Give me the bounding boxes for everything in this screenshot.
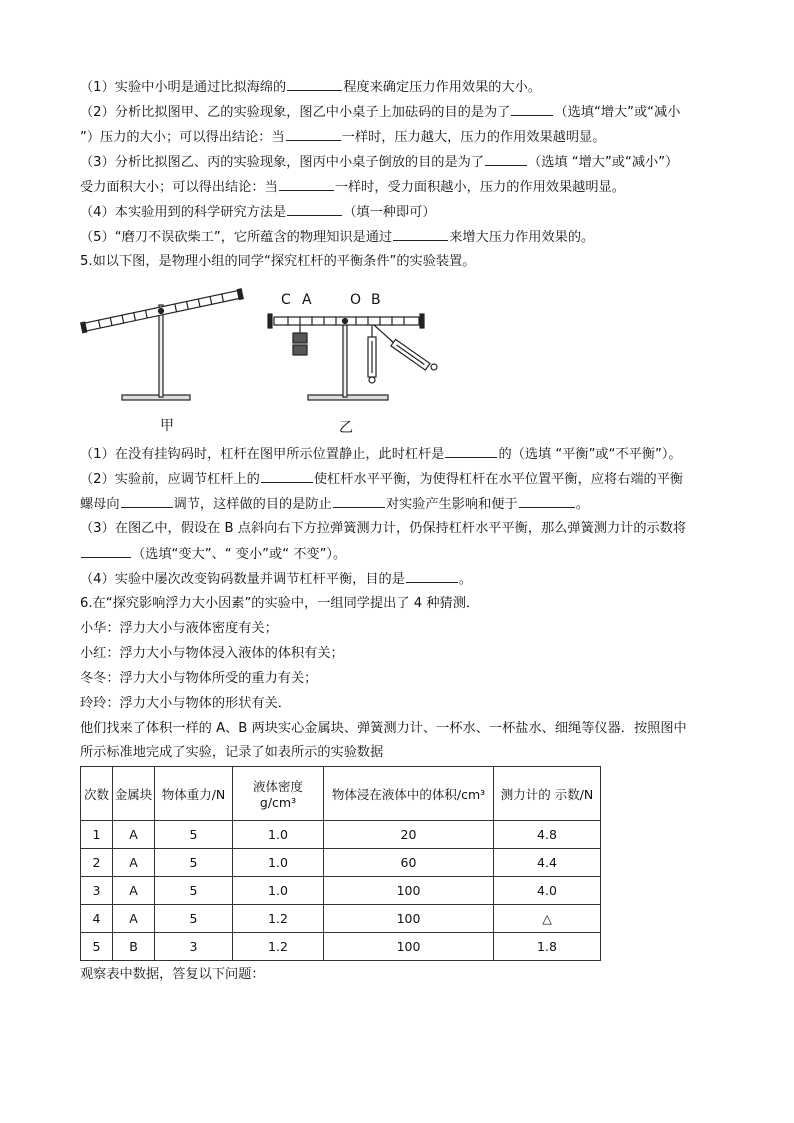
table-row (81, 933, 601, 961)
q6-intro: 6.在“探究影响浮力大小因素”的实验中，一组同学提出了 4 种猜测． (80, 596, 480, 611)
table-cell: 5 (155, 849, 233, 877)
table-cell: 3 (155, 933, 233, 961)
q6-guess-1: 小华：浮力大小与液体密度有关； (80, 621, 278, 636)
table-cell: 1.2 (233, 933, 324, 961)
header-cell (233, 767, 324, 821)
header-unit: g/cm³ (259, 795, 297, 810)
table-cell: 5 (155, 877, 233, 905)
q4-line-7 (80, 228, 594, 247)
table-cell: B (113, 933, 155, 961)
table-cell: 5 (81, 933, 113, 961)
table-cell: △ (494, 905, 601, 933)
q4-l3-text: ”）压力的大小；可以得出结论：当 (80, 130, 285, 145)
answer-blank[interactable] (485, 153, 527, 166)
q5-l1b-text: 的（选填 “平衡”或“不平衡”）。 (498, 447, 682, 462)
q5-line-4: （3）在图乙中，假设在 B 点斜向右下方拉弹簧测力计，仍保持杠杆水平平衡，那么弹簧测力计的示数将 (80, 521, 687, 536)
q6-para-2: 所示标准地完成了实验，记录了如表所示的实验数据 (80, 745, 384, 760)
answer-blank[interactable] (333, 495, 385, 508)
table-cell: 4.8 (494, 821, 601, 849)
answer-blank[interactable] (81, 545, 131, 558)
q4-l1-text: （1）实验中小明是通过比拟海绵的 (80, 80, 287, 95)
answer-blank[interactable] (406, 570, 458, 583)
lever-jia-drawing (81, 289, 243, 400)
table-cell: 3 (81, 877, 113, 905)
table-cell: A (113, 877, 155, 905)
caption-jia: 甲 (160, 418, 174, 434)
q5-line-5 (80, 545, 346, 564)
header-cell: 物体浸在液体中的体积/cm³ (324, 767, 494, 821)
answer-blank[interactable] (287, 78, 342, 91)
q4-l4-text: （3）分析比拟图乙、丙的实验现象，图丙中小桌子倒放的目的是为了 (80, 155, 485, 170)
table-row (81, 877, 601, 905)
q4-line-6 (80, 203, 436, 222)
table-cell: 5 (155, 905, 233, 933)
q5-l1-text: （1）在没有挂钩码时，杠杆在图甲所示位置静止，此时杠杆是 (80, 447, 445, 462)
answer-blank[interactable] (519, 495, 575, 508)
header-cell: 物体重力/N (155, 767, 233, 821)
table-row (81, 849, 601, 877)
table-cell: A (113, 905, 155, 933)
q5-l5b-text: （选填“变大”、“ 变小”或“ 不变”）。 (132, 547, 347, 562)
table-cell: 1 (81, 821, 113, 849)
q5-l3c-text: 对实验产生影响和便于 (385, 497, 518, 512)
table-row (81, 821, 601, 849)
header-cell: 次数 (81, 767, 113, 821)
q5-line-6 (80, 570, 472, 589)
table-cell: 100 (324, 933, 494, 961)
q4-line-2 (80, 103, 680, 122)
answer-blank[interactable] (287, 203, 342, 216)
q4-l7b-text: 来增大压力作用效果的。 (449, 230, 595, 245)
table-cell: 1.0 (233, 821, 324, 849)
q5-l2-text: （2）实验前，应调节杠杆上的 (80, 472, 260, 487)
q5-l6-text: （4）实验中屡次改变钩码数量并调节杠杆平衡，目的是 (80, 572, 405, 587)
table-cell: A (113, 849, 155, 877)
q4-l6b-text: （填一种即可） (343, 205, 436, 220)
label-b: B (371, 292, 381, 308)
table-cell: 60 (324, 849, 494, 877)
q5-line-2 (80, 470, 683, 489)
table-cell: 5 (155, 821, 233, 849)
q4-l7-text: （5）“磨刀不误砍柴工”，它所蕴含的物理知识是通过 (80, 230, 393, 245)
q6-guess-2: 小红：浮力大小与物体浸入液体的体积有关； (80, 646, 344, 661)
q4-line-3 (80, 128, 605, 147)
q4-l2-text: （2）分析比拟图甲、乙的实验现象，图乙中小桌子上加砝码的目的是为了 (80, 105, 511, 120)
q5-intro: 5.如以下图，是物理小组的同学“探究杠杆的平衡条件”的实验装置。 (80, 254, 476, 269)
caption-yi: 乙 (339, 420, 353, 436)
q6-guess-4: 玲玲：浮力大小与物体的形状有关． (80, 696, 291, 711)
data-table (80, 766, 601, 961)
table-cell: 1.8 (494, 933, 601, 961)
answer-blank[interactable] (261, 470, 313, 483)
table-header-row (81, 767, 601, 821)
q4-l4b-text: （选填 “增大”或“减小”） (528, 155, 679, 170)
header-text: 液体密度 (252, 779, 303, 794)
lever-figure (78, 283, 438, 433)
q5-l6b-text: 。 (458, 572, 473, 587)
label-c: C (281, 292, 291, 308)
answer-blank[interactable] (445, 445, 497, 458)
q6-para-1: 他们找来了体积一样的 A、B 两块实心金属块、弹簧测力计、一杯水、一杯盐水、细绳等仪器．按照图中 (80, 721, 687, 736)
table-cell: 20 (324, 821, 494, 849)
q5-l2b-text: 使杠杆水平平衡，为使得杠杆在水平位置平衡，应将右端的平衡 (313, 472, 684, 487)
q5-l3b-text: 调节，这样做的目的是防止 (173, 497, 332, 512)
q4-l1b-text: 程度来确定压力作用效果的大小。 (343, 80, 542, 95)
answer-blank[interactable] (393, 228, 448, 241)
label-a: A (302, 292, 312, 308)
q5-line-3 (80, 495, 589, 514)
q4-l5-text: 受力面积大小；可以得出结论：当 (80, 180, 278, 195)
q5-l3d-text: 。 (575, 497, 589, 512)
table-cell: 2 (81, 849, 113, 877)
table-cell: 4.4 (494, 849, 601, 877)
table-cell: 1.2 (233, 905, 324, 933)
table-row (81, 905, 601, 933)
q5-line-1 (80, 445, 682, 464)
table-cell: A (113, 821, 155, 849)
q5-l3-text: 螺母向 (80, 497, 120, 512)
q6-guess-3: 冬冬：浮力大小与物体所受的重力有关； (80, 671, 318, 686)
answer-blank[interactable] (279, 178, 334, 191)
lever-yi-drawing (268, 314, 437, 400)
q4-line-5 (80, 178, 625, 197)
q4-line-1 (80, 78, 541, 97)
table-cell: 100 (324, 905, 494, 933)
table-cell: 100 (324, 877, 494, 905)
table-cell: 4 (81, 905, 113, 933)
answer-blank[interactable] (286, 128, 341, 141)
label-o: O (350, 292, 362, 308)
q4-l6-text: （4）本实验用到的科学研究方法是 (80, 205, 287, 220)
table-cell: 1.0 (233, 877, 324, 905)
q4-l3b-text: 一样时，压力越大，压力的作用效果越明显。 (341, 130, 606, 145)
header-cell: 测力计的 示数/N (494, 767, 601, 821)
answer-blank[interactable] (121, 495, 173, 508)
table-cell: 1.0 (233, 849, 324, 877)
table-cell: 4.0 (494, 877, 601, 905)
header-cell: 金属块 (113, 767, 155, 821)
q4-l2b-text: （选填“增大”或“减小 (554, 105, 681, 120)
answer-blank[interactable] (511, 103, 553, 116)
q4-line-4 (80, 153, 678, 172)
q6-after: 观察表中数据，答复以下问题： (80, 967, 265, 982)
q4-l5b-text: 一样时，受力面积越小，压力的作用效果越明显。 (334, 180, 625, 195)
